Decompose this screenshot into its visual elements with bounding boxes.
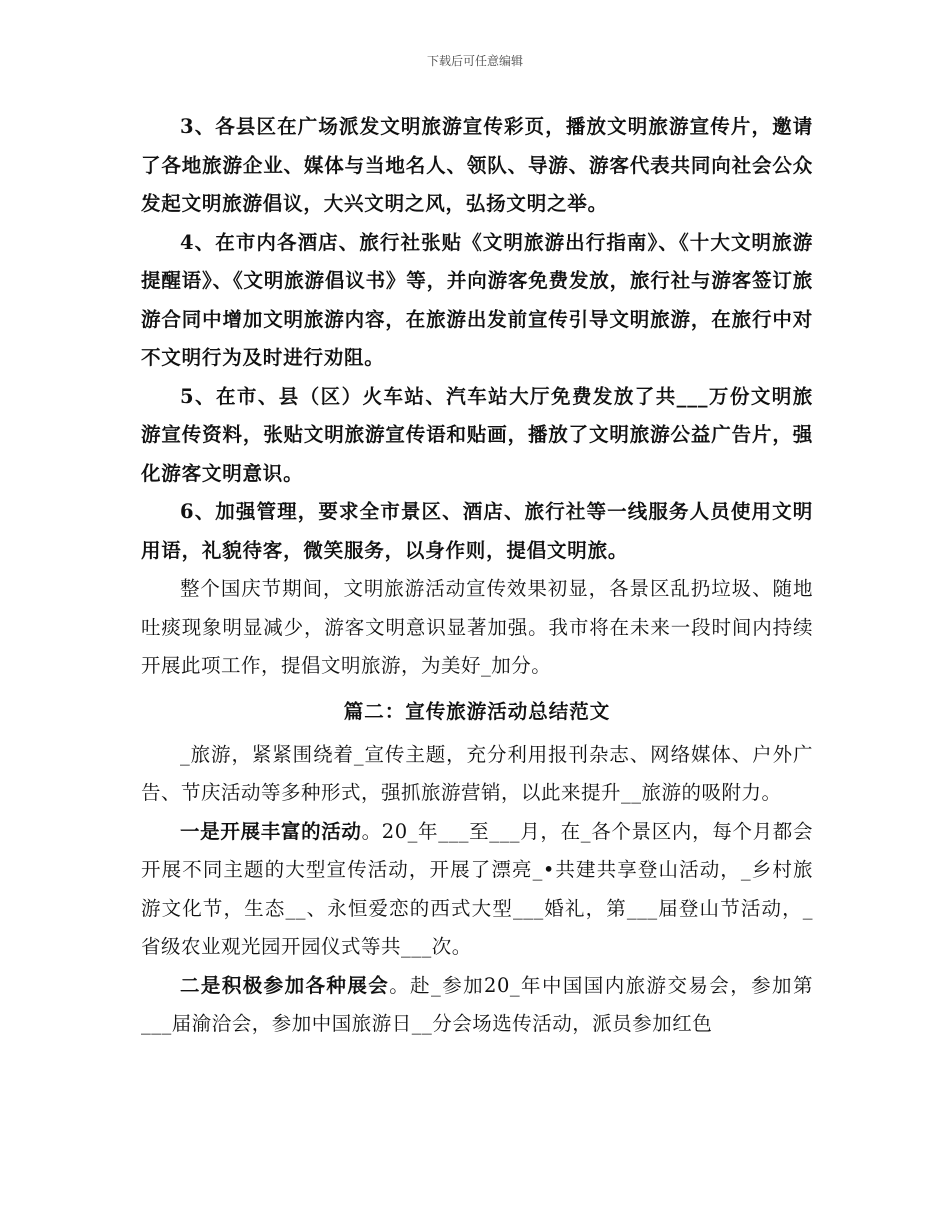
summary-paragraph: 整个国庆节期间，文明旅游活动宣传效果初显，各景区乱扔垃圾、随地吐痰现象明显减少，游客文明意识显著加强。我市将在未来一段时间内持续开展此项工作，提倡文明旅游，为美好_加分。 xyxy=(141,577,813,677)
activity-text-1: 。20_年___至___月，在_各个景区内，每个月都会开展不同主题的大型宣传活动，开展了漂亮_•共建共享登山活动，_乡村旅游文化节，生态__、永恒爱恋的西式大型___婚礼，第___届登山节活动，_省级农业观光园开园仪式等共___次。 xyxy=(141,819,813,958)
activity-text-2: 。赴_参加20_年中国国内旅游交易会，参加第___届渝洽会，参加中国旅游日__分会场选传活动，派员参加红色 xyxy=(141,973,813,1035)
paragraph-item-3: 3、各县区在广场派发文明旅游宣传彩页，播放文明旅游宣传片，邀请了各地旅游企业、媒体与当地名人、领队、导游、游客代表共同向社会公众发起文明旅游倡议，大兴文明之风，弘扬文明之举。 xyxy=(141,115,813,215)
activity-lead-2: 二是积极参加各种展会 xyxy=(180,973,390,997)
activity-lead-1: 一是开展丰富的活动 xyxy=(180,819,362,843)
paragraph-item-4: 4、在市内各酒店、旅行社张贴《文明旅游出行指南》、《十大文明旅游提醒语》、《文明旅游倡议书》等，并向游客免费发放，旅行社与游客签订旅游合同中增加文明旅游内容，在旅游出发前宣传引导文明旅游，在旅行中对不文明行为及时进行劝阻。 xyxy=(141,230,813,369)
document-body xyxy=(141,108,813,1044)
intro-paragraph: _旅游，紧紧围绕着_宣传主题，充分利用报刊杂志、网络媒体、户外广告、节庆活动等多种形式，强抓旅游营销，以此来提升__旅游的吸附力。 xyxy=(141,742,813,804)
paragraph-item-5: 5、在市、县（区）火车站、汽车站大厅免费发放了共___万份文明旅游宣传资料，张贴文明旅游宣传语和贴画，播放了文明旅游公益广告片，强化游客文明意识。 xyxy=(141,384,813,485)
page-header: 下载后可任意编辑 xyxy=(426,54,523,68)
paragraph-item-6: 6、加强管理，要求全市景区、酒店、旅行社等一线服务人员使用文明用语，礼貌待客，微笑服务，以身作则，提倡文明旅。 xyxy=(141,500,813,562)
section-title: 篇二：宣传旅游活动总结范文 xyxy=(343,699,611,723)
activity-paragraph-1 xyxy=(141,813,813,967)
activity-paragraph-2 xyxy=(141,967,813,1044)
